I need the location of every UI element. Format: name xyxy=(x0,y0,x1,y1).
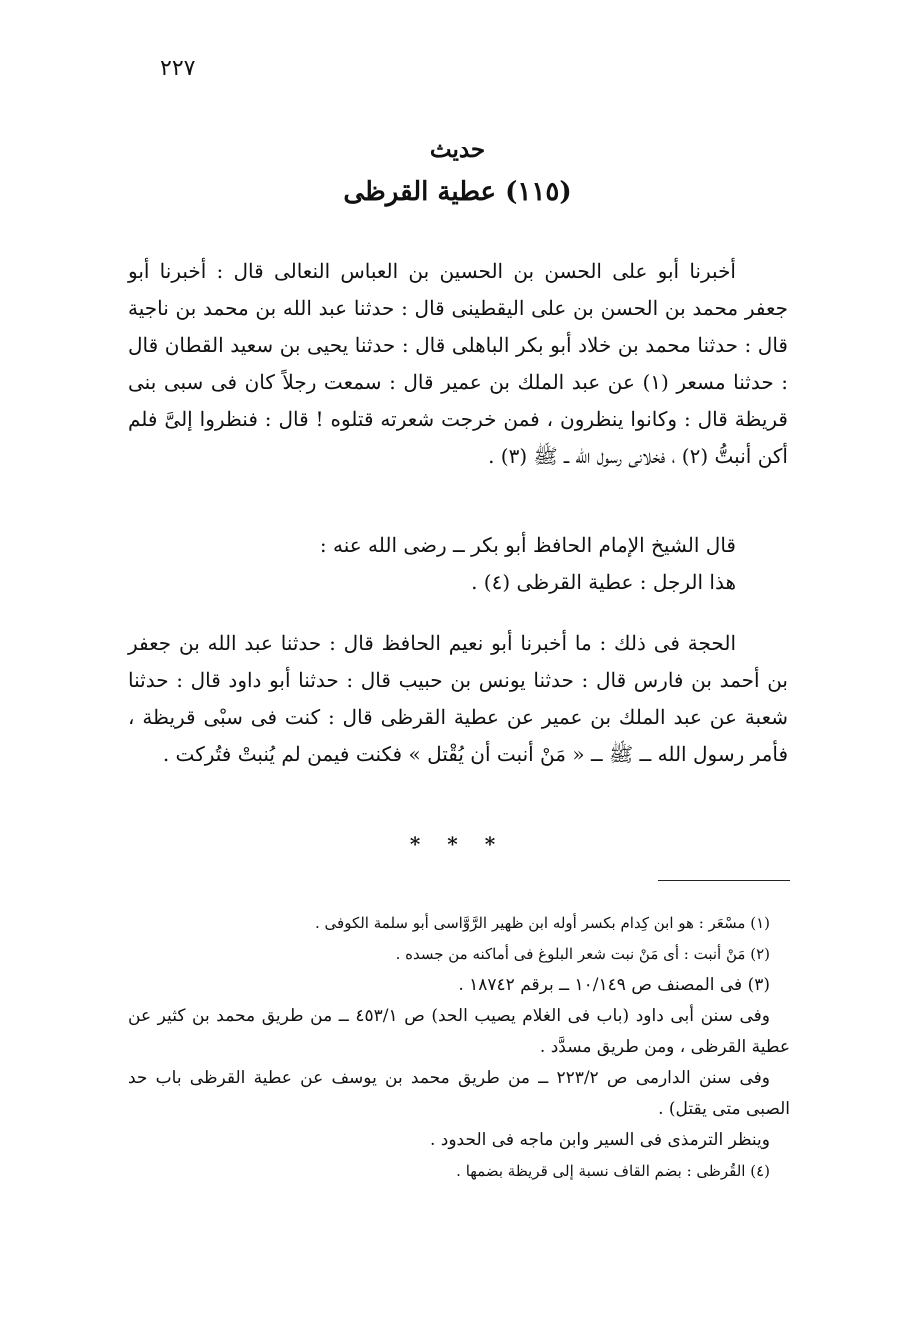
footnote-3-darimi: وفى سنن الدارمى ص ٢٢٣/٢ ــ من طريق محمد بن يوسف عن عطية القرظى باب حد الصبى متى يقتل) . xyxy=(128,1068,790,1119)
footnote-1: (١) مسْعَر : هو ابن كِدام بكسر أوله ابن ظهير الرَّوَّاسى أبو سلمة الكوفى . xyxy=(314,914,770,932)
section-separator: * * * xyxy=(409,832,506,856)
paragraph-isnad: أخبرنا أبو على الحسن بن الحسين بن العباس النعالى قال : أخبرنا أبو جعفر محمد بن الحسن بن على اليقطينى قال : حدثنا عبد الله بن محمد بن ناجية قال : حدثنا محمد بن خلاد أبو بكر الباهلى قال : حدثنا يحيى بن سعيد القطان قال : حدثنا مسعر (١) عن عبد الملك بن عمير قال : سمعت رجلاً كان فى سبى بنى قريظة قال : وكانوا ينظرون ، فمن خرجت شعرته قتلوه ! قال : فنظروا إلىَّ فلم أكن أنبتُّ (٢) ، فخلانى رسول الله ــ ﷺ (٣) . xyxy=(128,259,788,468)
paragraph-evidence: الحجة فى ذلك : ما أخبرنا أبو نعيم الحافظ قال : حدثنا عبد الله بن جعفر بن أحمد بن فارس قال : حدثنا يونس بن حبيب قال : حدثنا أبو داود قال : حدثنا شعبة عن عبد الملك بن عمير عن عطية القرظى قال : كنت فى سبْى قريظة ، فأمر رسول الله ــ ﷺ ــ « مَنْ أنبت أن يُقْتل » فكنت فيمن لم يُنبتْ فتُركت . xyxy=(128,631,788,766)
footnote-3-tirmidhi: وينظر الترمذى فى السير وابن ماجه فى الحدود . xyxy=(429,1130,770,1150)
page-number: ٢٢٧ xyxy=(160,56,196,81)
footnote-3: (٣) فى المصنف ص ١٠/١٤٩ ــ برقم ١٨٧٤٢ . xyxy=(458,975,770,995)
paragraph-note-text: قال الشيخ الإمام الحافظ أبو بكر ــ رضى الله عنه : هذا الرجل : عطية القرظى (٤) . xyxy=(319,533,736,594)
footnote-3-abu-dawud: وفى سنن أبى داود (باب فى الغلام يصيب الحد) ص ٤٥٣/١ ــ من طريق محمد بن كثير عن عطية القرظى ، ومن طريق مسدَّد . xyxy=(128,1006,790,1057)
section-label: حديث xyxy=(429,136,486,163)
hadith-title: (١١٥) عطية القرظى xyxy=(343,177,572,207)
paragraph-note xyxy=(128,527,788,601)
footnote-divider xyxy=(658,880,790,881)
footnote-2: (٢) مَنْ أنبت : أى مَنْ نبت شعر البلوغ فى أماكنه من جسده . xyxy=(395,945,770,963)
footnote-4: (٤) القُرظى : بضم القاف نسبة إلى قريظة بضمها . xyxy=(456,1162,770,1180)
footnotes xyxy=(128,908,790,1187)
